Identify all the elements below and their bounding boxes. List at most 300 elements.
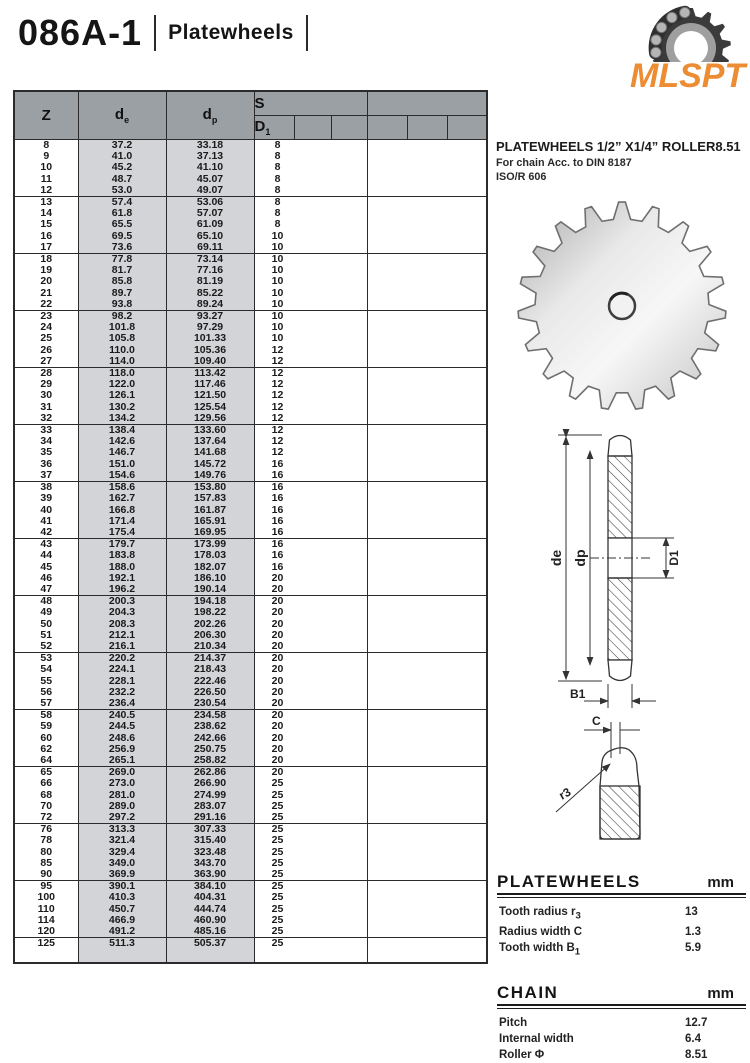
cell-value: 266.90 <box>193 777 227 790</box>
cell-value: 85.8 <box>111 275 133 288</box>
table-group-row <box>14 311 487 368</box>
cell-value: 12 <box>271 446 284 459</box>
cell-value: 114 <box>37 913 55 926</box>
cell-value: 8 <box>274 150 281 163</box>
cell-value: 25 <box>271 810 284 823</box>
cell-value: 73.14 <box>196 253 224 266</box>
cell-value: 281.0 <box>108 788 136 801</box>
spec-tables <box>497 872 746 1063</box>
cell-value: 269.0 <box>108 766 136 779</box>
cell-value: 120 <box>37 925 56 938</box>
d1-cell <box>254 482 367 539</box>
title-divider <box>154 15 156 51</box>
cell-value: 105.36 <box>193 343 227 356</box>
cell-value: 16 <box>271 560 284 573</box>
dp-cell <box>166 482 254 539</box>
cell-value: 20 <box>271 663 284 676</box>
table-group-row <box>14 767 487 824</box>
dp-cell <box>166 425 254 482</box>
cell-value: 169.95 <box>193 525 227 538</box>
cell-value: 41.10 <box>196 161 224 174</box>
cell-value: 230.54 <box>193 696 227 709</box>
cell-value: 10 <box>271 321 284 334</box>
cell-value: 37.13 <box>196 150 224 163</box>
cell-value: 226.50 <box>193 685 227 698</box>
cell-value: 20 <box>271 753 284 766</box>
cell-value: 196.2 <box>108 582 136 595</box>
cell-value: 283.07 <box>193 799 227 812</box>
cell-value: 60 <box>40 731 53 744</box>
cell-value: 101.8 <box>108 321 136 334</box>
label-d1: D1 <box>667 550 681 566</box>
cell-value: 66 <box>40 777 53 790</box>
cell-value: 125.54 <box>193 400 227 413</box>
cell-value: 31 <box>40 400 53 413</box>
empty-cell <box>367 482 487 539</box>
spec-gap <box>497 961 746 983</box>
spec-label: Radius width C <box>499 926 583 939</box>
cell-value: 363.90 <box>193 868 227 880</box>
spec-value: 6.4 <box>685 1032 701 1045</box>
cell-value: 183.8 <box>108 549 136 562</box>
cell-value: 410.3 <box>108 891 136 904</box>
cell-value: 25 <box>271 913 284 926</box>
z-cell <box>14 140 78 197</box>
cell-value: 162.7 <box>108 492 136 505</box>
cell-value: 81.7 <box>111 264 133 277</box>
product-standard-2: ISO/R 606 <box>496 171 547 183</box>
cell-value: 19 <box>40 264 53 277</box>
table-group-row <box>14 710 487 767</box>
col-header-empty <box>331 116 367 140</box>
model-number: 086A-1 <box>18 12 143 53</box>
empty-cell <box>367 710 487 767</box>
cell-value: 511.3 <box>109 937 135 950</box>
spec-label: Internal width <box>499 1032 574 1045</box>
cell-value: 34 <box>40 435 53 448</box>
empty-cell <box>367 938 487 964</box>
spec-row <box>499 1015 746 1031</box>
table-wrapper <box>13 90 488 964</box>
cell-value: 45.2 <box>111 161 133 174</box>
cell-value: 48 <box>40 595 53 608</box>
spec-row <box>499 1047 746 1063</box>
cell-value: 212.1 <box>108 628 136 641</box>
z-cell <box>14 653 78 710</box>
chain-spec-unit: mm <box>707 984 734 1002</box>
table-header <box>14 91 487 140</box>
z-cell <box>14 824 78 881</box>
cell-value: 30 <box>40 389 53 402</box>
col-header-de: $d_e$ <box>78 91 166 140</box>
platewheels-spec-header <box>497 872 746 898</box>
cell-value: 14 <box>40 207 53 220</box>
cell-value: 182.07 <box>193 560 227 573</box>
cell-value: 69.11 <box>197 240 223 253</box>
cell-value: 40 <box>40 503 53 516</box>
cell-value: 58 <box>40 709 53 722</box>
cell-value: 12 <box>271 400 284 413</box>
cell-value: 118.0 <box>109 367 135 380</box>
spec-row <box>499 904 746 924</box>
product-standard-1: For chain Acc. to DIN 8187 <box>496 157 632 169</box>
cell-value: 10 <box>271 240 284 253</box>
cell-value: 12 <box>271 378 284 391</box>
d1-cell <box>254 824 367 881</box>
cell-value: 384.10 <box>193 880 227 893</box>
dp-cell <box>166 653 254 710</box>
cell-value: 265.1 <box>108 753 136 766</box>
cell-value: 8 <box>274 207 281 220</box>
dp-cell <box>166 311 254 368</box>
cell-value: 240.5 <box>108 709 136 722</box>
cell-value: 8 <box>274 196 281 209</box>
cell-value: 256.9 <box>108 742 136 755</box>
table-group-row <box>14 824 487 881</box>
de-cell <box>78 824 166 881</box>
cell-value: 90 <box>40 868 53 880</box>
cell-value: 198.22 <box>193 606 227 619</box>
z-cell <box>14 425 78 482</box>
tooth-profile <box>600 748 640 839</box>
cell-value: 222.46 <box>193 674 227 687</box>
de-cell <box>78 881 166 938</box>
cell-value: 43 <box>40 538 53 551</box>
empty-cell <box>367 197 487 254</box>
cell-value: 109.40 <box>193 354 227 367</box>
cell-value: 25 <box>271 925 284 938</box>
cell-value: 16 <box>271 549 284 562</box>
dp-cell <box>166 824 254 881</box>
cell-value: 57.07 <box>196 207 224 220</box>
cell-value: 85.22 <box>196 286 224 299</box>
platewheels-spec-unit: mm <box>707 874 734 891</box>
cell-value: 16 <box>271 468 284 481</box>
cell-value: 32 <box>40 411 53 424</box>
cell-value: 444.74 <box>193 902 227 915</box>
cell-value: 186.10 <box>193 571 227 584</box>
label-r3: r3 <box>556 784 574 803</box>
cell-value: 18 <box>40 253 53 266</box>
d1-cell <box>254 596 367 653</box>
cell-value: 130.2 <box>108 400 136 413</box>
cell-value: 142.6 <box>108 435 136 448</box>
cell-value: 25 <box>271 937 284 950</box>
cell-value: 25 <box>271 799 284 812</box>
dp-cell <box>166 140 254 197</box>
d1-cell <box>254 539 367 596</box>
d1-cell <box>254 653 367 710</box>
col-header-empty <box>367 116 407 140</box>
cell-value: 27 <box>40 354 53 367</box>
cell-value: 175.4 <box>108 525 136 538</box>
cell-value: 56 <box>40 685 53 698</box>
spec-row <box>499 940 746 960</box>
cell-value: 49.07 <box>196 183 224 196</box>
cell-value: 12 <box>271 343 284 356</box>
cell-value: 16 <box>271 457 284 470</box>
cell-value: 153.80 <box>193 481 227 494</box>
cell-value: 93.8 <box>111 297 133 310</box>
cell-value: 117.46 <box>194 378 226 391</box>
cell-value: 45.07 <box>196 172 224 185</box>
cell-value: 22 <box>40 297 53 310</box>
cell-value: 166.8 <box>108 503 136 516</box>
cell-value: 24 <box>40 321 53 334</box>
cell-value: 72 <box>40 810 53 823</box>
cell-value: 65.5 <box>111 218 133 231</box>
de-cell <box>78 254 166 311</box>
cell-value: 95 <box>40 880 53 893</box>
col-header-dp: $d_p$ <box>166 91 254 140</box>
empty-cell <box>367 425 487 482</box>
cell-value: 10 <box>271 286 284 299</box>
cell-value: 53.06 <box>196 196 224 209</box>
cell-value: 28 <box>40 367 53 380</box>
dp-cell <box>166 368 254 425</box>
spec-value: 13 <box>685 906 698 918</box>
cell-value: 122.0 <box>108 378 136 391</box>
label-dp: dp <box>572 549 588 567</box>
d1-cell <box>254 311 367 368</box>
cell-value: 25 <box>271 902 284 915</box>
cell-value: 93.27 <box>196 310 224 323</box>
cell-value: 343.70 <box>193 856 227 869</box>
spec-label: Pitch <box>499 1016 528 1029</box>
z-cell <box>14 539 78 596</box>
cell-value: 41 <box>40 514 53 527</box>
d1-cell <box>254 254 367 311</box>
table-group-row <box>14 368 487 425</box>
cell-value: 20 <box>271 639 284 652</box>
cell-value: 50 <box>40 617 53 630</box>
cell-value: 54 <box>40 663 53 676</box>
cell-value: 121.50 <box>193 389 227 402</box>
cell-value: 20 <box>271 595 284 608</box>
z-cell <box>14 767 78 824</box>
cell-value: 8 <box>274 183 281 196</box>
cell-value: 171.4 <box>108 514 136 527</box>
category-title: Platewheels <box>168 21 294 44</box>
de-cell <box>78 653 166 710</box>
spec-label-subscript: 3 <box>575 910 581 922</box>
cell-value: 23 <box>40 310 53 323</box>
cell-value: 206.30 <box>193 628 227 641</box>
dp-cell <box>166 938 254 964</box>
cell-value: 114.0 <box>109 354 135 367</box>
table-group-row <box>14 653 487 710</box>
cell-value: 228.1 <box>108 674 136 687</box>
z-cell <box>14 254 78 311</box>
spec-value: 8.51 <box>685 1048 708 1061</box>
cell-value: 25 <box>271 880 284 893</box>
d1-cell <box>254 140 367 197</box>
cell-value: 10 <box>271 332 284 345</box>
cell-value: 466.9 <box>108 913 136 926</box>
cell-value: 20 <box>271 628 284 641</box>
cell-value: 16 <box>271 503 284 516</box>
cell-value: 65.10 <box>196 229 224 242</box>
cell-value: 105.8 <box>108 332 136 345</box>
cell-value: 8 <box>43 139 50 151</box>
empty-cell <box>367 140 487 197</box>
cell-value: 134.2 <box>108 411 136 424</box>
cell-value: 26 <box>40 343 53 356</box>
d1-cell <box>254 767 367 824</box>
cell-value: 321.4 <box>108 834 136 847</box>
de-cell <box>78 482 166 539</box>
cell-value: 242.66 <box>193 731 227 744</box>
cell-value: 178.03 <box>193 549 227 562</box>
cell-value: 200.3 <box>108 595 136 608</box>
cell-value: 25 <box>271 891 284 904</box>
cell-value: 37.2 <box>111 139 133 151</box>
table-group-row <box>14 482 487 539</box>
dp-cell <box>166 197 254 254</box>
cell-value: 349.0 <box>108 856 136 869</box>
cell-value: 16 <box>271 492 284 505</box>
cell-value: 61.8 <box>111 207 133 220</box>
spec-label-subscript: 1 <box>574 946 581 958</box>
cell-value: 220.2 <box>108 652 136 665</box>
cell-value: 151.0 <box>108 457 136 470</box>
cell-value: 248.6 <box>108 731 136 744</box>
cell-value: 12 <box>271 424 284 437</box>
z-cell <box>14 482 78 539</box>
cell-value: 81.19 <box>196 275 224 288</box>
cell-value: 25 <box>271 868 284 880</box>
brand-logo <box>596 4 746 94</box>
cell-value: 20 <box>271 766 284 779</box>
cell-value: 329.4 <box>108 845 136 858</box>
cell-value: 236.4 <box>108 696 136 709</box>
cross-section-drawing <box>528 420 708 712</box>
cell-value: 49 <box>40 606 53 619</box>
cell-value: 20 <box>271 685 284 698</box>
empty-cell <box>367 596 487 653</box>
de-cell <box>78 311 166 368</box>
cell-value: 20 <box>271 731 284 744</box>
cell-value: 250.75 <box>193 742 227 755</box>
d1-cell <box>254 710 367 767</box>
cell-value: 179.7 <box>108 538 136 551</box>
label-de: de <box>548 549 564 567</box>
dp-cell <box>166 254 254 311</box>
cell-value: 59 <box>40 720 53 733</box>
de-cell <box>78 368 166 425</box>
cell-value: 113.42 <box>194 367 226 380</box>
table-group-row <box>14 254 487 311</box>
cell-value: 505.37 <box>193 937 227 950</box>
cell-value: 10 <box>271 297 284 310</box>
cell-value: 129.56 <box>193 411 227 424</box>
cell-value: 20 <box>271 582 284 595</box>
cell-value: 10 <box>271 310 284 323</box>
cell-value: 110.0 <box>109 343 135 356</box>
chain-spec-rows <box>497 1013 746 1063</box>
cell-value: 194.18 <box>193 595 227 608</box>
cell-value: 97.29 <box>196 321 224 334</box>
cell-value: 390.1 <box>108 880 136 893</box>
z-cell <box>14 368 78 425</box>
cell-value: 25 <box>271 823 284 836</box>
cell-value: 262.86 <box>193 766 227 779</box>
cell-value: 289.0 <box>108 799 136 812</box>
cell-value: 216.1 <box>108 639 136 652</box>
cell-value: 12 <box>271 411 284 424</box>
spec-label: Tooth width $B_1$ <box>499 942 581 958</box>
cell-value: 491.2 <box>108 925 136 938</box>
z-cell <box>14 596 78 653</box>
page-title <box>18 12 320 54</box>
cell-value: 100 <box>37 891 56 904</box>
cell-value: 76 <box>40 823 53 836</box>
col-header-empty <box>447 116 487 140</box>
table-group-row <box>14 596 487 653</box>
chain-spec-title: CHAIN <box>497 982 559 1002</box>
table-group-row <box>14 539 487 596</box>
cell-value: 33.18 <box>196 139 224 151</box>
cell-value: 45 <box>40 560 53 573</box>
de-cell <box>78 710 166 767</box>
cell-value: 70 <box>40 799 53 812</box>
col-header-d1: $D_1$ <box>254 116 294 140</box>
z-cell <box>14 881 78 938</box>
cell-value: 25 <box>271 777 284 790</box>
cell-value: 274.99 <box>193 788 227 801</box>
product-info <box>496 139 748 183</box>
cell-value: 146.7 <box>108 446 136 459</box>
table-group-row <box>14 140 487 197</box>
cell-value: 38 <box>40 481 53 494</box>
cell-value: 48.7 <box>111 172 133 185</box>
cell-value: 25 <box>40 332 53 345</box>
cell-value: 46 <box>40 571 53 584</box>
cell-value: 20 <box>271 652 284 665</box>
cell-value: 62 <box>40 742 53 755</box>
title-divider-2 <box>306 15 308 51</box>
cell-value: 89.24 <box>196 297 224 310</box>
cell-value: 149.76 <box>193 468 227 481</box>
cell-value: 51 <box>40 628 53 641</box>
spec-value: 1.3 <box>685 926 701 939</box>
cell-value: 145.72 <box>193 457 227 470</box>
cell-value: 315.40 <box>193 834 227 847</box>
cell-value: 77.8 <box>111 253 133 266</box>
col-header-blank-group <box>367 91 487 116</box>
de-cell <box>78 938 166 964</box>
cell-value: 154.6 <box>108 468 136 481</box>
cell-value: 9 <box>43 150 50 163</box>
cell-value: 20 <box>271 709 284 722</box>
cell-value: 20 <box>271 606 284 619</box>
cell-value: 12 <box>40 183 53 196</box>
empty-cell <box>367 653 487 710</box>
cell-value: 188.0 <box>108 560 136 573</box>
sprocket-photo <box>506 200 738 416</box>
spec-row <box>499 924 746 940</box>
cell-value: 234.58 <box>193 709 227 722</box>
col-header-empty <box>294 116 331 140</box>
cell-value: 52 <box>40 639 53 652</box>
cell-value: 36 <box>40 457 53 470</box>
dp-cell <box>166 596 254 653</box>
cell-value: 35 <box>40 446 53 459</box>
d1-cell <box>254 368 367 425</box>
cell-value: 12 <box>271 435 284 448</box>
dp-cell <box>166 881 254 938</box>
cell-value: 12 <box>271 389 284 402</box>
